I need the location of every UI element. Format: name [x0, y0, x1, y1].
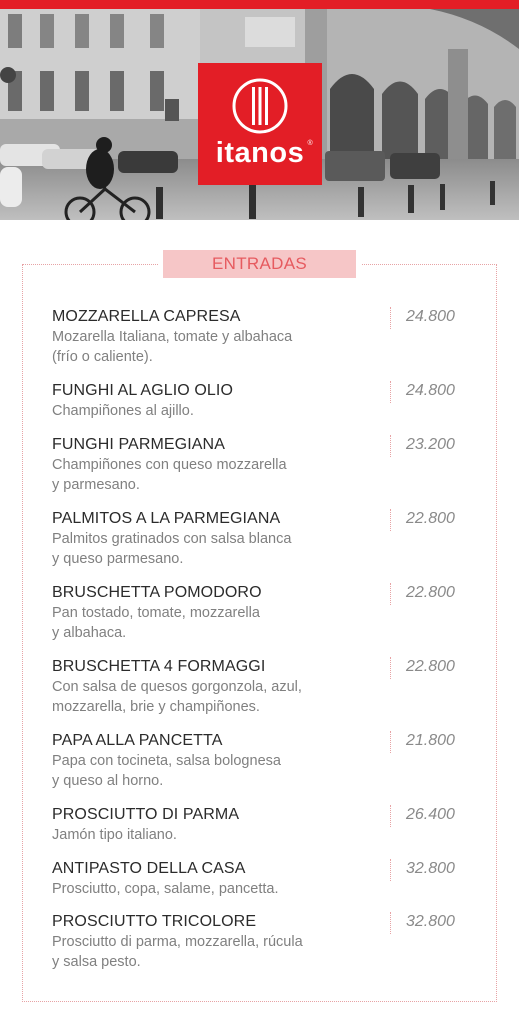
itanos-logo — [198, 63, 322, 185]
menu-item-price: 24.800 — [406, 382, 455, 399]
menu-item-name: FUNGHI AL AGLIO OLIO — [52, 382, 234, 399]
menu-item-description: Prosciutto, copa, salame, pancetta. — [52, 881, 279, 897]
menu-item-price: 23.200 — [406, 436, 455, 453]
menu-item-name: BRUSCHETTA POMODORO — [52, 584, 262, 601]
menu-item — [52, 509, 472, 569]
itanos-emblem-icon — [231, 77, 289, 135]
menu-item-description: Papa con tocineta, salsa bolognesa y queso al horno. — [52, 753, 281, 789]
section-title: ENTRADAS — [212, 254, 307, 273]
menu-item-name: PAPA ALLA PANCETTA — [52, 732, 223, 749]
top-accent-bar — [0, 0, 519, 9]
price-divider — [390, 859, 391, 881]
menu-item-description: Jamón tipo italiano. — [52, 827, 177, 843]
price-divider — [390, 435, 391, 457]
price-divider — [390, 381, 391, 403]
menu-item — [52, 805, 472, 845]
price-divider — [390, 509, 391, 531]
menu-item-name: BRUSCHETTA 4 FORMAGGI — [52, 658, 266, 675]
menu-item-price: 22.800 — [406, 510, 455, 527]
menu-item-price: 32.800 — [406, 860, 455, 877]
menu-item-price: 32.800 — [406, 913, 455, 930]
price-divider — [390, 657, 391, 679]
menu-item-price: 22.800 — [406, 658, 455, 675]
itanos-wordmark: itanos ® — [215, 137, 314, 169]
price-divider — [390, 805, 391, 827]
menu-item — [52, 381, 472, 421]
menu-item — [52, 583, 472, 643]
menu-item — [52, 859, 472, 899]
menu-item-price: 21.800 — [406, 732, 455, 749]
price-divider — [390, 583, 391, 605]
hero-street-photo — [0, 9, 519, 220]
menu-item-name: FUNGHI PARMEGIANA — [52, 436, 225, 453]
menu-item-name: MOZZARELLA CAPRESA — [52, 308, 241, 325]
menu-item-description: Champiñones al ajillo. — [52, 403, 194, 419]
menu-item-description: Con salsa de quesos gorgonzola, azul, mozzarella, brie y champiñones. — [52, 679, 302, 715]
menu-item — [52, 731, 472, 791]
price-divider — [390, 731, 391, 753]
section-heading — [163, 250, 356, 278]
menu-item-price: 24.800 — [406, 308, 455, 325]
menu-item — [52, 435, 472, 495]
menu-item — [52, 657, 472, 717]
menu-item-name: PROSCIUTTO DI PARMA — [52, 806, 240, 823]
menu-item-name: PALMITOS A LA PARMEGIANA — [52, 510, 281, 527]
menu-item-description: Champiñones con queso mozzarella y parmesano. — [52, 457, 287, 493]
menu-item — [52, 307, 472, 367]
price-divider — [390, 307, 391, 329]
menu-item — [52, 912, 472, 972]
menu-item-description: Pan tostado, tomate, mozzarella y albahaca. — [52, 605, 260, 641]
menu-item-description: Prosciutto di parma, mozzarella, rúcula y salsa pesto. — [52, 934, 303, 970]
menu-item-name: ANTIPASTO DELLA CASA — [52, 860, 246, 877]
price-divider — [390, 912, 391, 934]
menu-item-price: 22.800 — [406, 584, 455, 601]
menu-item-description: Palmitos gratinados con salsa blanca y queso parmesano. — [52, 531, 292, 567]
menu-item-name: PROSCIUTTO TRICOLORE — [52, 913, 257, 930]
menu-item-description: Mozarella Italiana, tomate y albahaca (frío o caliente). — [52, 329, 293, 365]
menu-item-price: 26.400 — [406, 806, 455, 823]
